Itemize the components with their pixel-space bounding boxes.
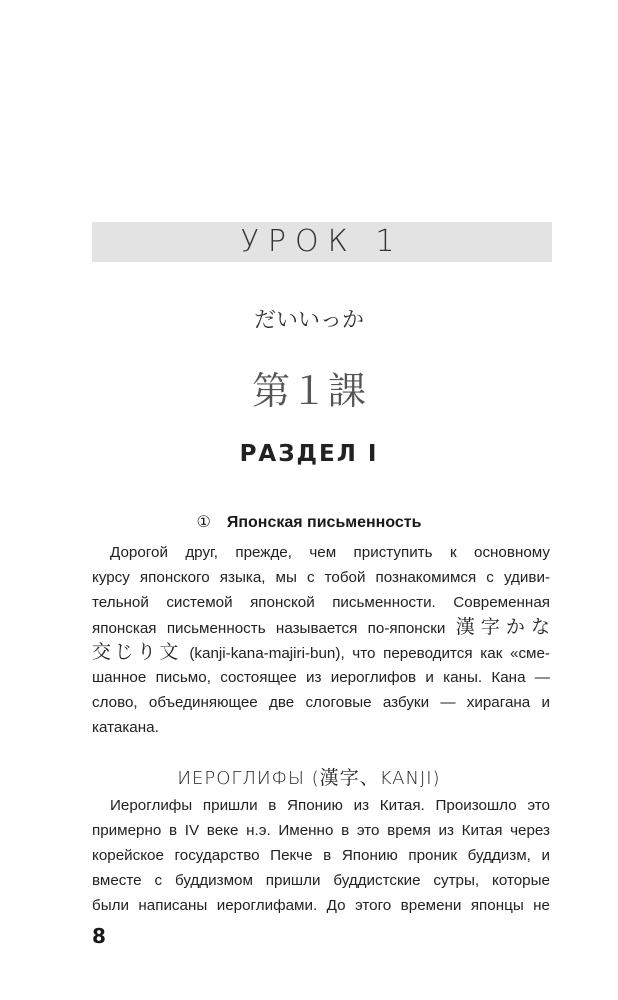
text-segment: японская письменность называется по-японски — [92, 620, 456, 637]
text-line: примерно в IV веке н.э. Именно в это время из Китая через — [92, 822, 550, 839]
chapter-kana: だいいっか — [253, 308, 364, 333]
text-segment: (kanji-kana-majiri-bun), что переводится как «сме- — [181, 645, 550, 662]
chapter-kanji: 第１課 — [251, 369, 366, 413]
text-line: слово, объединяющее две слоговые азбуки — хирагана и — [92, 694, 550, 711]
text-line: были написаны иероглифами. До этого времени японцы не — [92, 897, 550, 914]
text-line: корейское государство Пекче в Японию проник буддизм, и — [92, 847, 550, 864]
text-line: Дорогой друг, прежде, чем приступить к основному — [110, 544, 550, 561]
heading-kanji — [0, 763, 618, 790]
japanese-text: 交じり文 — [92, 641, 182, 663]
chapter-title-banner — [92, 222, 552, 262]
text-line — [92, 615, 550, 640]
text-line: катакана. — [92, 719, 159, 736]
text-line: шанное письмо, состоящее из иероглифов и каны. Кана — — [92, 669, 550, 686]
section-title: РАЗДЕЛ I — [239, 441, 379, 467]
subsection-heading — [0, 512, 618, 532]
page-number: 8 — [92, 924, 106, 948]
chapter-title: УРОК 1 — [240, 224, 404, 259]
heading-latin: KANJI) — [379, 768, 441, 789]
text-line: вместе с буддизмом пришли буддистские сутры, которые — [92, 872, 550, 889]
subsection-title: Японская письменность — [226, 514, 422, 531]
paragraph-2 — [92, 793, 550, 918]
text-line: тельной системой японской письменности. Современная — [92, 594, 550, 611]
text-line — [92, 640, 550, 665]
paragraph-1 — [92, 540, 550, 740]
text-line: курсу японского языка, мы с тобой познакомимся с удиви- — [92, 569, 550, 586]
text-line: Иероглифы пришли в Японию из Китая. Произошло это — [110, 797, 550, 814]
japanese-text: 漢字かな — [455, 616, 550, 638]
subsection-number: ① — [196, 512, 211, 531]
heading-text: ИЕРОГЛИФЫ ( — [177, 768, 320, 789]
heading-kanji-text: 漢字、 — [319, 767, 380, 789]
